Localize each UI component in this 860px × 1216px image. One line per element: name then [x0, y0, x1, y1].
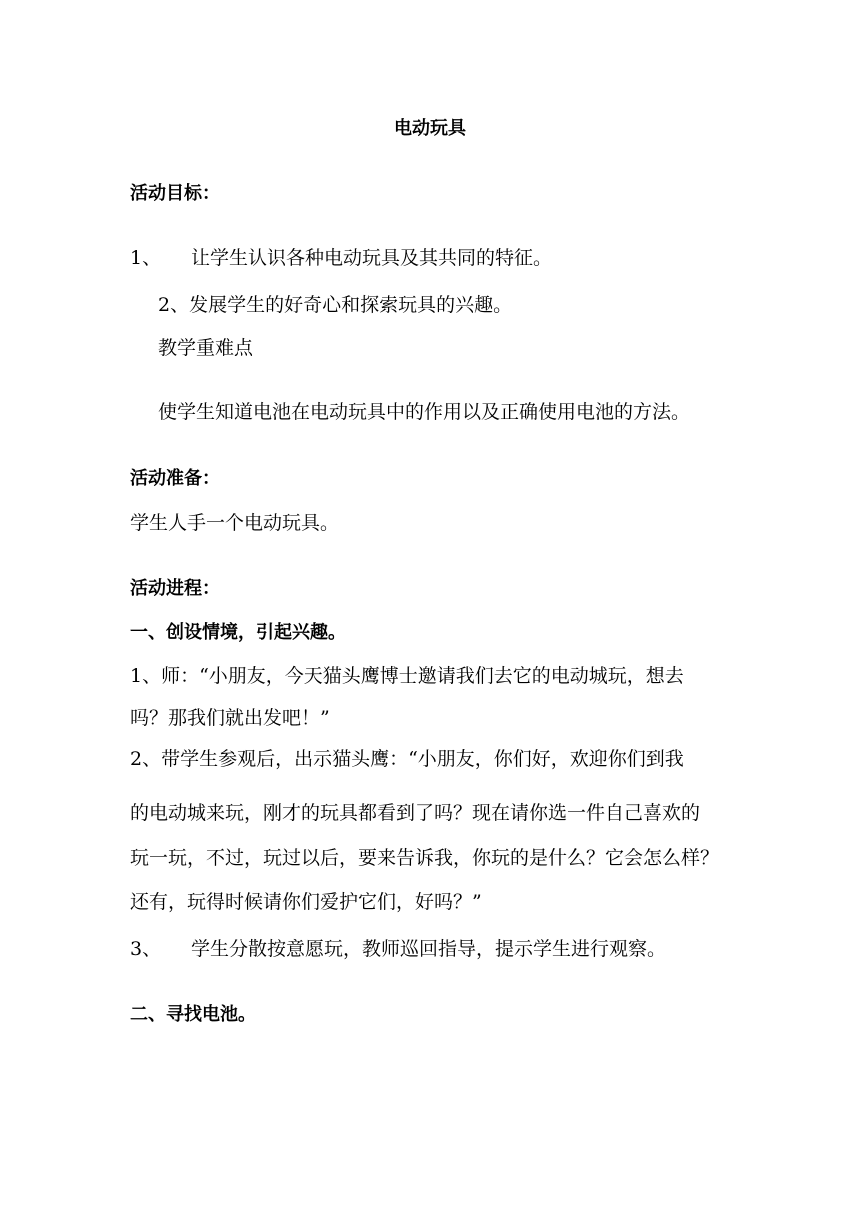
paragraph-1-line-2: 吗？那我们就出发吧！”: [130, 707, 330, 729]
paragraph-2-line-1: 2、带学生参观后，出示猫头鹰：“小朋友，你们好，欢迎你们到我: [130, 748, 684, 770]
section-2-heading: 二、寻找电池。: [130, 1004, 256, 1025]
paragraph-2-line-3: 玩一玩，不过，玩过以后，要来告诉我，你玩的是什么？它会怎么样？: [130, 847, 720, 869]
keypoint-heading: 教学重难点: [158, 337, 254, 359]
goal-item-1-number: 1、: [130, 247, 162, 269]
prep-heading: 活动准备：: [130, 468, 220, 489]
section-1-heading: 一、创设情境，引起兴趣。: [130, 622, 346, 643]
goal-item-2: 2、发展学生的好奇心和探索玩具的兴趣。: [158, 294, 513, 316]
paragraph-1-line-1: 1、师：“小朋友，今天猫头鹰博士邀请我们去它的电动城玩，想去: [130, 665, 684, 687]
paragraph-3-text: 学生分散按意愿玩，教师巡回指导，提示学生进行观察。: [191, 938, 667, 960]
paragraph-2-line-2: 的电动城来玩，刚才的玩具都看到了吗？现在请你选一件自己喜欢的: [130, 802, 701, 824]
page-title: 电动玩具: [394, 118, 466, 139]
keypoint-text: 使学生知道电池在电动玩具中的作用以及正确使用电池的方法。: [158, 401, 691, 423]
prep-text: 学生人手一个电动玩具。: [130, 512, 340, 534]
goal-item-1-text: 让学生认识各种电动玩具及其共同的特征。: [191, 247, 553, 269]
goal-item-1: [130, 246, 552, 270]
paragraph-3: [130, 937, 666, 961]
process-heading: 活动进程：: [130, 578, 220, 599]
paragraph-3-number: 3、: [130, 938, 162, 960]
goals-heading: 活动目标：: [130, 183, 220, 204]
paragraph-2-line-4: 还有，玩得时候请你们爱护它们，好吗？”: [130, 891, 482, 913]
